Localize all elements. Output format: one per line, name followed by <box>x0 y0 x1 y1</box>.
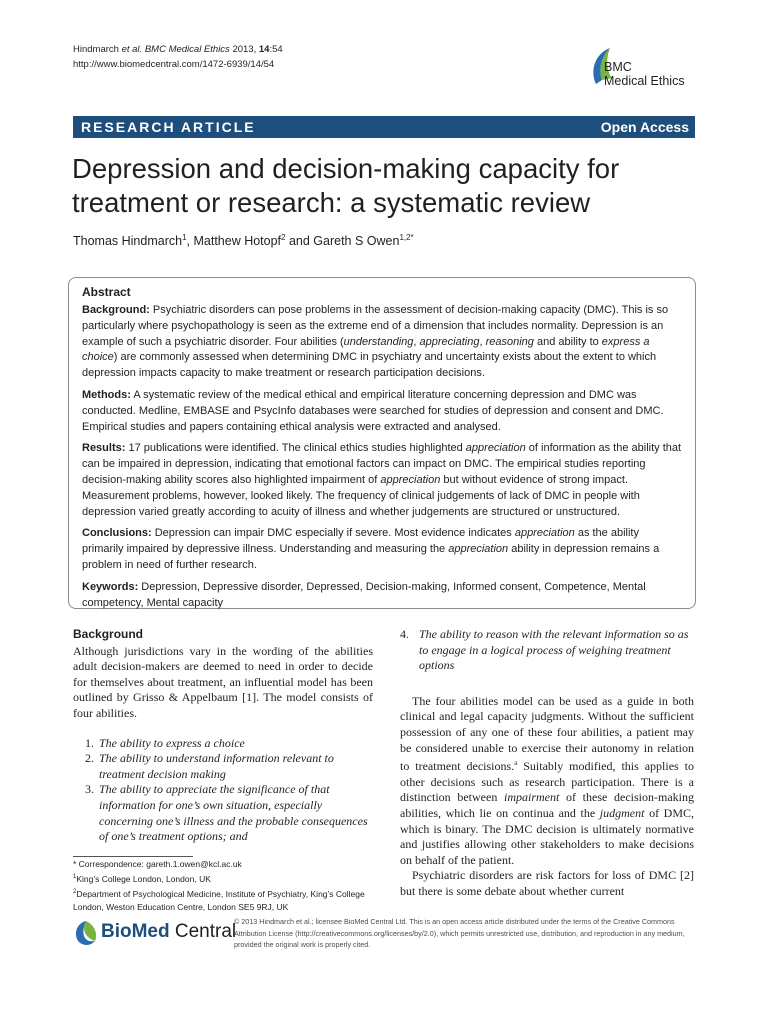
citation-year: 2013, <box>229 44 259 55</box>
list-item <box>73 782 373 844</box>
list-item-text: with the relevant information so as to engage in a logical process of weighing treatment options <box>419 627 689 673</box>
citation-volume: 14 <box>258 44 270 55</box>
journal-logo-bmc: BMC <box>604 60 632 74</box>
abstract-text: 17 publications were identified. The clinical ethics studies highlighted <box>125 442 466 455</box>
author-list <box>73 233 414 248</box>
abstract-text: and ability to <box>533 335 602 348</box>
body-text: of these decision-making abilities, which lie on continua and the <box>400 790 694 820</box>
list-item-number: 2. <box>85 751 94 766</box>
abstract-text: ability in depression remains a problem in need of further research. <box>82 543 660 571</box>
citation-header <box>73 42 283 72</box>
body-paragraph: Although jurisdictions vary in the wording of the abilities adult decision-makers are deemed to need in order to decide for themselves about treatment, an influential model has been outlined by Grisso & Appelbaum [1]. The model consists of four abilities. <box>73 643 373 720</box>
abstract-text: A systematic review of the medical ethical and empirical literature concerning depression and DMC was conducted. Medline, EMBASE and PsycInfo databases were searched for studies of depression and consent and DMC. Empirical studies and papers containing ethical analysis were extracted and analysed. <box>82 388 664 433</box>
citation-line <box>73 42 283 57</box>
list-item-number: 4. <box>400 627 409 641</box>
citation-authors: Hindmarch <box>73 44 122 55</box>
abstract-conclusions <box>82 526 683 573</box>
body-paragraph: Psychiatric disorders are risk factors for loss of DMC [2] but there is some debate about whether current <box>400 868 694 898</box>
biomed-central-logo <box>73 918 237 948</box>
list-item <box>73 751 373 782</box>
author-name: , Matthew Hotopf <box>186 234 282 249</box>
abstract-background <box>82 303 683 382</box>
abstract-emphasis: appreciating <box>419 335 480 348</box>
body-emphasis: impairment <box>504 790 560 805</box>
list-item-number: 1. <box>85 735 94 750</box>
affiliation-sup: 2 <box>73 888 77 895</box>
abstract-emphasis: appreciation <box>514 527 575 540</box>
abstract-text: Depression, Depressive disorder, Depressed, Decision-making, Informed consent, Competence, Mental competency, Mental capacity <box>82 580 646 609</box>
abstract-emphasis: appreciation <box>448 543 509 556</box>
spacer <box>400 674 694 694</box>
footnote-divider <box>73 856 193 857</box>
abstract-text: but without evidence of strong impact. Measurement problems, however, looked likely. The frequency of clinical judgements of lack of DMC in people with depression varied greatly according to acuity of illness and whether judgements are structured or unstructured. <box>82 473 640 518</box>
abstract-text: , <box>479 335 486 348</box>
list-item-emphasis: reason <box>486 627 519 641</box>
abilities-list <box>73 736 373 845</box>
abstract-methods <box>82 388 683 435</box>
affiliation-text: King’s College London, London, UK <box>76 873 211 884</box>
list-item-emphasis: understand <box>166 751 220 766</box>
list-item-text: the significance of that information for one’s own situation, especially concerning one’s illness and the probable consequences of one’s treatment options; and <box>99 782 368 844</box>
list-item-text: The ability to <box>419 627 486 641</box>
body-text: Suitably modified, this applies to other decisions such as research participation. There is a distinction between <box>400 759 694 805</box>
abstract-results <box>82 441 683 520</box>
author-affiliation-sup: 2 <box>281 233 286 242</box>
citation-article: :54 <box>269 44 283 55</box>
abstract-heading: Abstract <box>82 285 131 299</box>
body-text: of DMC, which is binary. The DMC decision is ultimately normative and justifies allowing other stakeholders to make decisions on behalf of the patient. <box>400 805 694 867</box>
body-column-right <box>400 627 694 900</box>
wordmark-central: Central <box>169 921 237 942</box>
abstract-emphasis: express a choice <box>82 335 650 364</box>
abstract-text: ) are commonly assessed when determining DMC in psychiatry and uncertainty exists about the extent to which depression impacts capacity to make treatment or research participation decisions. <box>82 351 657 380</box>
journal-logo <box>588 44 700 96</box>
abstract-conclusions-label: Conclusions: <box>82 527 152 540</box>
abstract-emphasis: appreciation <box>380 473 441 486</box>
article-url[interactable]: http://www.biomedcentral.com/1472-6939/14/54 <box>73 59 275 70</box>
list-item-text: The ability to <box>99 735 166 750</box>
abstract-background-label: Background: <box>82 304 150 316</box>
list-item-text: information relevant to treatment decision making <box>99 751 334 781</box>
abstract-emphasis: reasoning <box>485 335 534 348</box>
affiliation-text: Department of Psychological Medicine, Institute of Psychiatry, King’s College London, Weston Education Centre, London SE5 9RJ, UK <box>73 888 365 912</box>
author-name: and Gareth S Owen <box>285 234 400 249</box>
body-paragraph <box>400 694 694 869</box>
journal-logo-title: Medical Ethics <box>604 74 685 88</box>
author-affiliation-sup: 1 <box>182 233 187 242</box>
abstract-emphasis: appreciation <box>465 442 526 455</box>
abstract-keywords-label: Keywords: <box>82 580 139 593</box>
article-type-label: RESEARCH ARTICLE <box>81 119 256 135</box>
list-item-emphasis: appreciate <box>166 782 217 797</box>
abstract-text: Psychiatric disorders can pose problems in the assessment of decision-making capacity (DMC). This is so particularly where psychopathology is seen as the extreme end of a dimension that includes normality. Depression is an example of such a psychiatric disorder. Four abilities ( <box>82 304 669 348</box>
license-statement: © 2013 Hindmarch et al.; licensee BioMed Central Ltd. This is an open access article distributed under the terms of the Creative Commons Attribution License (http://creativecommons.org/licenses/by/2.0), which permits unrestricted use, distribution, and reproduction in any medium, provided the original work is properly cited. <box>234 917 685 949</box>
abstract-results-label: Results: <box>82 442 126 455</box>
list-item-text: The ability to <box>99 782 166 797</box>
article-title: Depression and decision-making capacity for treatment or research: a systematic review <box>72 153 620 218</box>
abilities-list-continued <box>400 627 694 674</box>
abstract-text: of information as the ability that can be impaired in depression, indicating that emotional factors can impact on DMC. The empirical studies reporting decision-making ability scores also highlighted impairment of <box>82 442 682 486</box>
abstract-emphasis: understanding <box>343 335 414 348</box>
body-column-left <box>73 627 373 845</box>
biomed-central-logo-icon <box>73 918 99 948</box>
wordmark-biomed: BioMed <box>101 921 170 942</box>
abstract-text: Depression can impair DMC especially if severe. Most evidence indicates <box>151 527 515 540</box>
footnotes <box>73 858 383 914</box>
abstract-box <box>68 277 696 609</box>
abstract-text: as the ability primarily impaired by depressive illness. Understanding and measuring the <box>82 527 639 556</box>
list-item-number: 3. <box>85 782 94 797</box>
list-item-emphasis: express a choice <box>166 735 245 750</box>
article-type-bar <box>73 116 695 138</box>
open-access-label: Open Access <box>600 119 689 135</box>
biomed-central-wordmark <box>101 921 236 943</box>
author-name: Thomas Hindmarch <box>73 234 183 249</box>
body-emphasis: judgment <box>599 805 645 820</box>
affiliation-note <box>73 886 383 914</box>
body-text: The four abilities model can be used as a guide in both clinical and legal capacity judgments. Without the sufficient possession of any one of these four abilities, a patient may be considered unable to exercise their autonomy in relation to treatment decisions. <box>400 693 694 774</box>
affiliation-note <box>73 871 383 886</box>
footnote-marker: a <box>514 759 518 768</box>
list-item <box>400 627 694 674</box>
list-item-text: The ability to <box>99 751 166 766</box>
section-heading-background: Background <box>73 627 144 641</box>
citation-journal: et al. BMC Medical Ethics <box>121 44 230 55</box>
abstract-text: , <box>413 335 420 348</box>
list-item <box>73 736 373 752</box>
affiliation-sup: 1 <box>73 874 77 880</box>
correspondence-note: * Correspondence: gareth.1.owen@kcl.ac.uk <box>73 859 242 869</box>
abstract-methods-label: Methods: <box>82 388 131 401</box>
abstract-keywords <box>82 580 683 612</box>
author-affiliation-sup: 1,2* <box>399 233 414 242</box>
